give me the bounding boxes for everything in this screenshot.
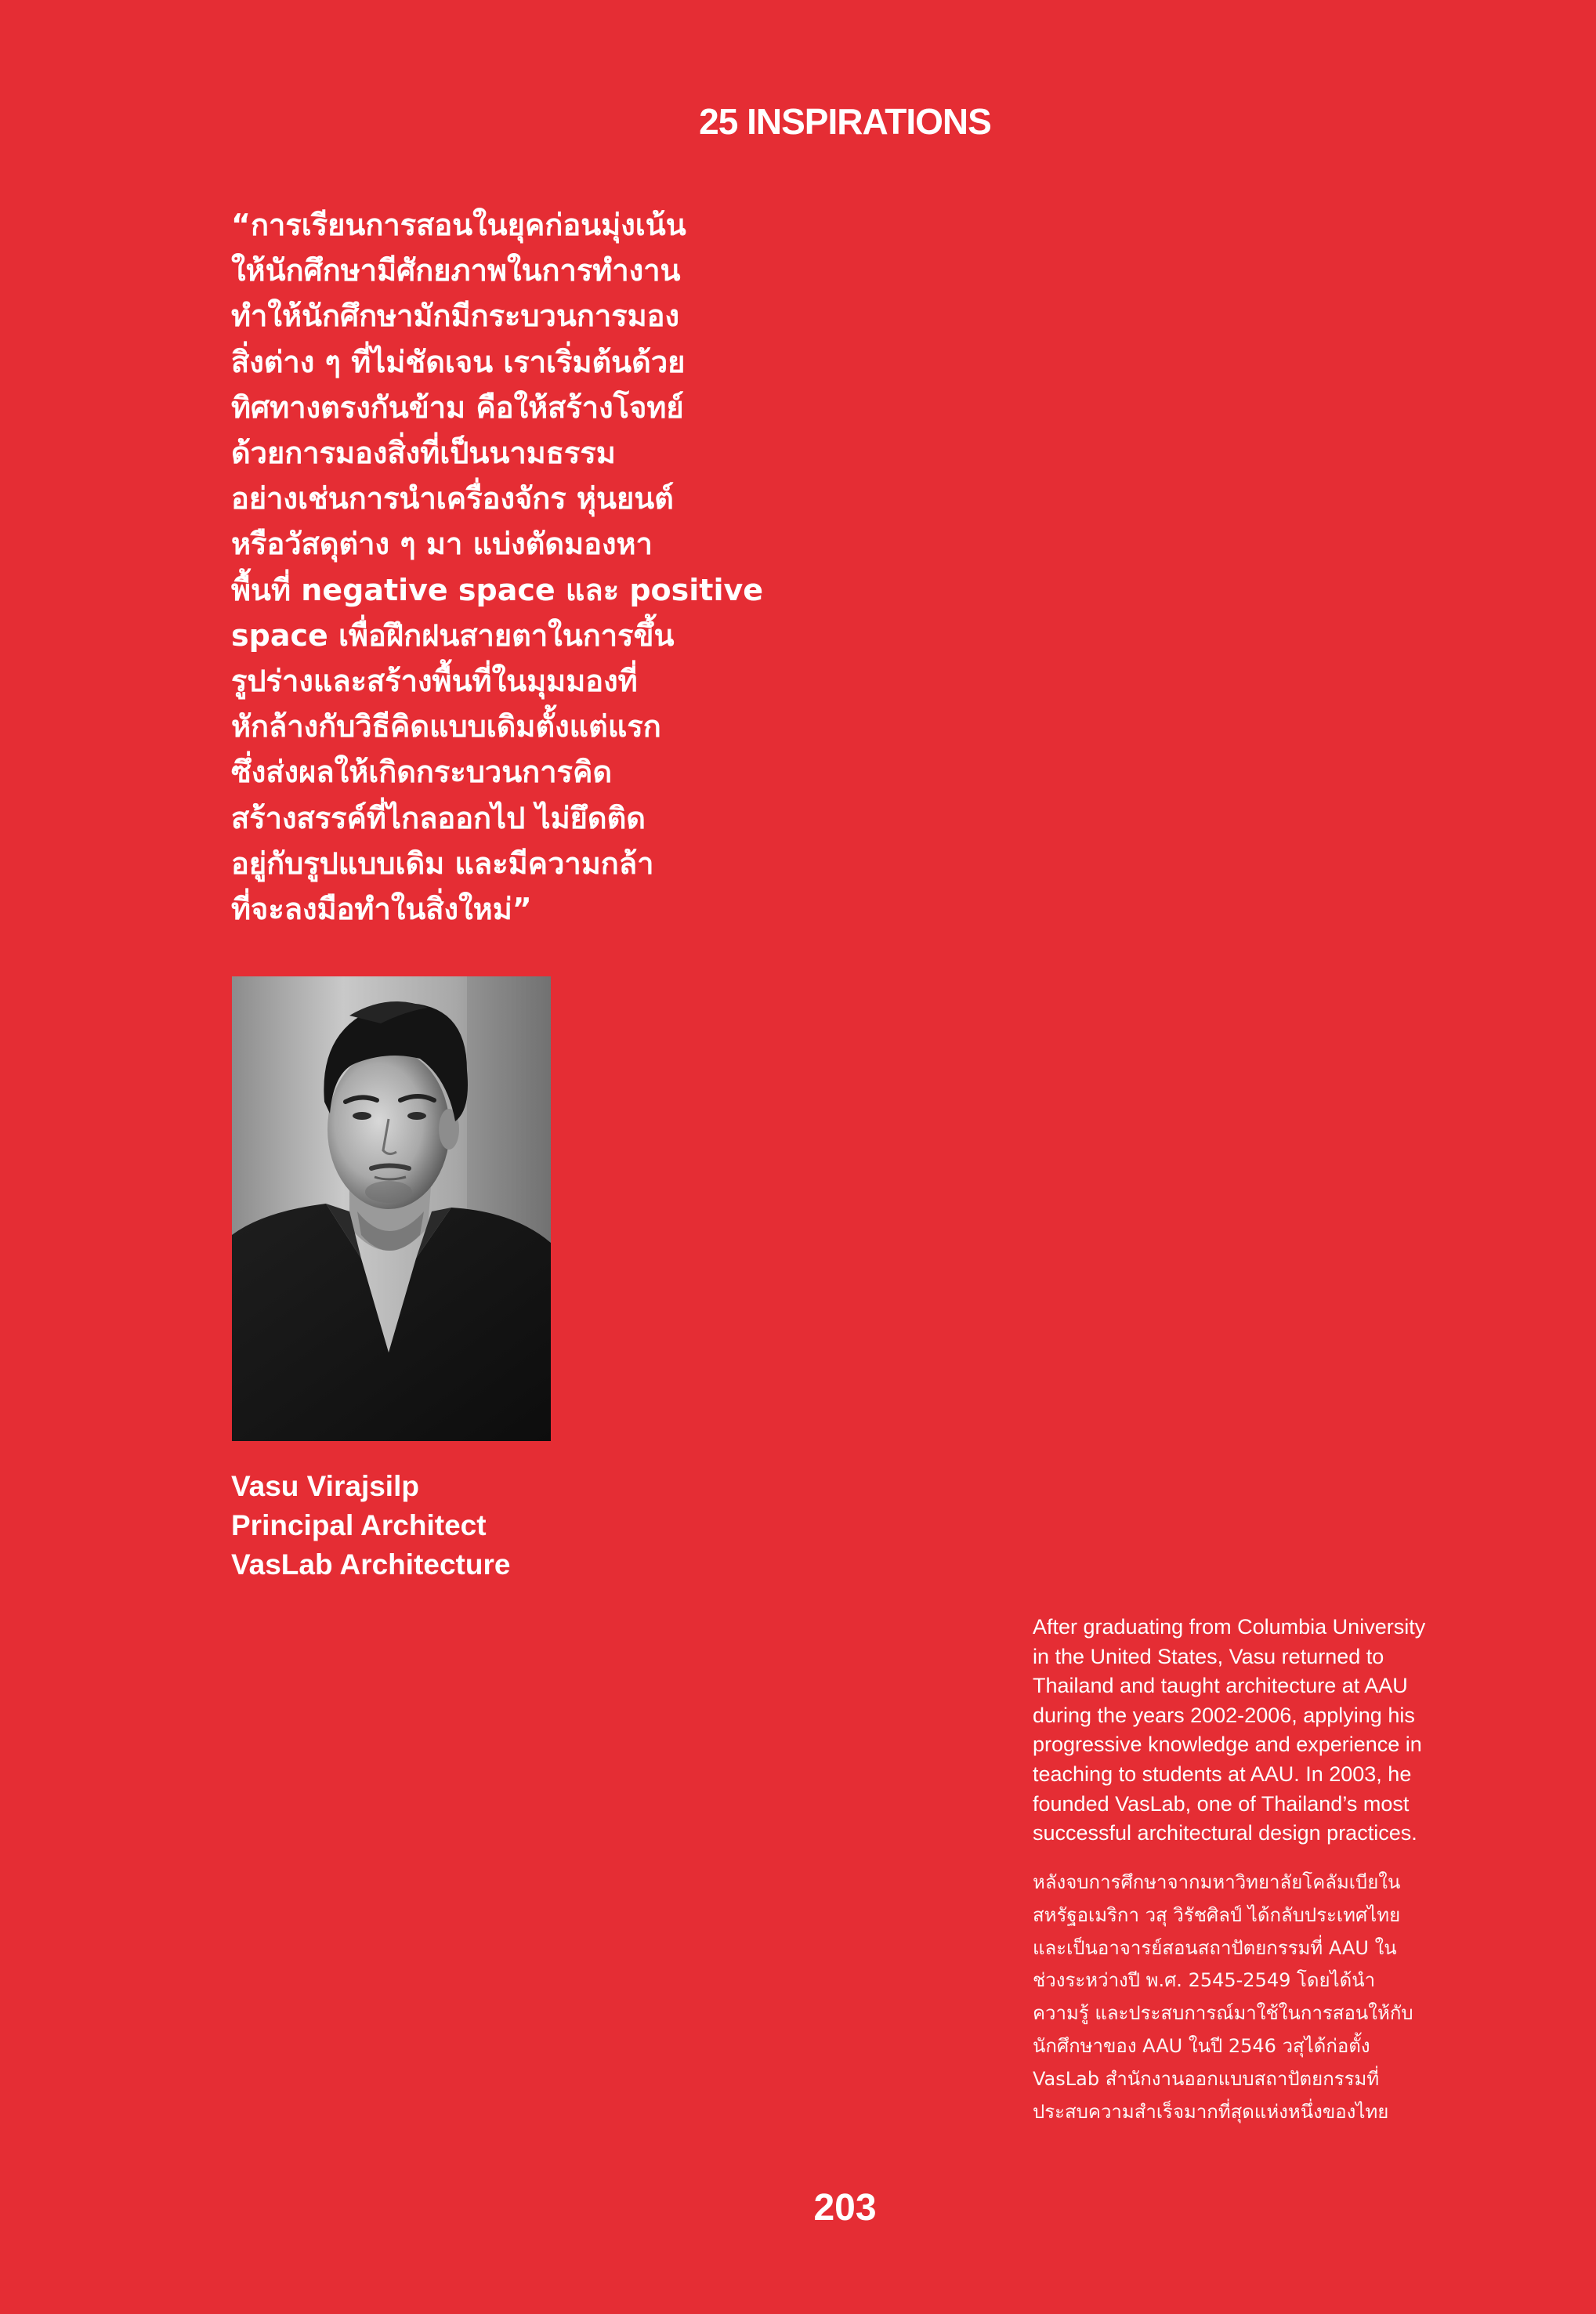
quote-line: พื้นที่ negative space และ positive	[231, 572, 764, 607]
bio-line: หลังจบการศึกษาจากมหาวิทยาลัยโคลัมเบียใน	[1033, 1871, 1401, 1893]
bio-line: ประสบความสำเร็จมากที่สุดแห่งหนึ่งของไทย	[1033, 2100, 1389, 2123]
quote-line: อยู่กับรูปแบบเดิม และมีความกล้า	[231, 846, 654, 881]
quote-line: หักล้างกับวิธีคิดแบบเดิมตั้งแต่แรก	[231, 709, 661, 744]
person-role: Principal Architect	[231, 1509, 487, 1541]
biography-english	[1033, 1613, 1503, 1849]
quote-line: สร้างสรรค์ที่ไกลออกไป ไม่ยึดติด	[231, 800, 646, 835]
quote-line: อย่างเช่นการนำเครื่องจักร หุ่นยนต์	[231, 481, 674, 516]
bio-line: Thailand and taught architecture at AAU	[1033, 1674, 1408, 1698]
quote-line: “การเรียนการสอนในยุคก่อนมุ่งเน้น	[231, 208, 686, 242]
quote-line: ให้นักศึกษามีศักยภาพในการทำงาน	[231, 253, 681, 288]
bio-line: in the United States, Vasu returned to	[1033, 1644, 1384, 1668]
page-header: 25 INSPIRATIONS	[699, 101, 991, 142]
bio-line: นักศึกษาของ AAU ในปี 2546 วสุได้ก่อตั้ง	[1033, 2034, 1370, 2057]
quote-line: ซึ่งส่งผลให้เกิดกระบวนการคิด	[231, 755, 613, 790]
quote-line: ด้วยการมองสิ่งที่เป็นนามธรรม	[231, 436, 616, 471]
bio-line: progressive knowledge and experience in	[1033, 1733, 1422, 1757]
quote-line: หรือวัสดุต่าง ๆ มา แบ่งตัดมองหา	[231, 527, 653, 562]
quote-line: ที่จะลงมือทำในสิ่งใหม่”	[231, 892, 532, 927]
portrait-photo	[232, 976, 551, 1441]
bio-line: และเป็นอาจารย์สอนสถาปัตยกรรมที่ AAU ใน	[1033, 1936, 1397, 1959]
bio-line: teaching to students at AAU. In 2003, he	[1033, 1762, 1412, 1786]
portrait-caption	[231, 1467, 510, 1584]
bio-line: successful architectural design practices.	[1033, 1821, 1417, 1845]
bio-line: during the years 2002-2006, applying his	[1033, 1703, 1415, 1727]
bio-line: After graduating from Columbia University	[1033, 1615, 1426, 1639]
biography-thai	[1033, 1867, 1503, 2128]
bio-line: VasLab สำนักงานออกแบบสถาปัตยกรรมที่	[1033, 2067, 1380, 2090]
bio-line: ความรู้ และประสบการณ์มาใช้ในการสอนให้กับ	[1033, 2002, 1413, 2025]
person-name: Vasu Virajsilp	[231, 1470, 419, 1502]
quote-line: ทำให้นักศึกษามักมีกระบวนการมอง	[231, 299, 680, 334]
pull-quote	[231, 202, 764, 932]
person-company: VasLab Architecture	[231, 1548, 511, 1581]
quote-line: ทิศทางตรงกันข้าม คือให้สร้างโจทย์	[231, 389, 684, 425]
bio-line: ช่วงระหว่างปี พ.ศ. 2545-2549 โดยได้นำ	[1033, 1969, 1376, 1992]
quote-line: รูปร่างและสร้างพื้นที่ในมุมมองที่	[231, 664, 638, 699]
bio-line: founded VasLab, one of Thailand’s most	[1033, 1791, 1410, 1816]
quote-line: สิ่งต่าง ๆ ที่ไม่ชัดเจน เราเริ่มต้นด้วย	[231, 344, 686, 379]
page-number: 203	[813, 2187, 877, 2229]
quote-line: space เพื่อฝึกฝนสายตาในการขึ้น	[231, 617, 675, 653]
bio-line: สหรัฐอเมริกา วสุ วิรัชศิลป์ ได้กลับประเทศไทย	[1033, 1903, 1401, 1926]
